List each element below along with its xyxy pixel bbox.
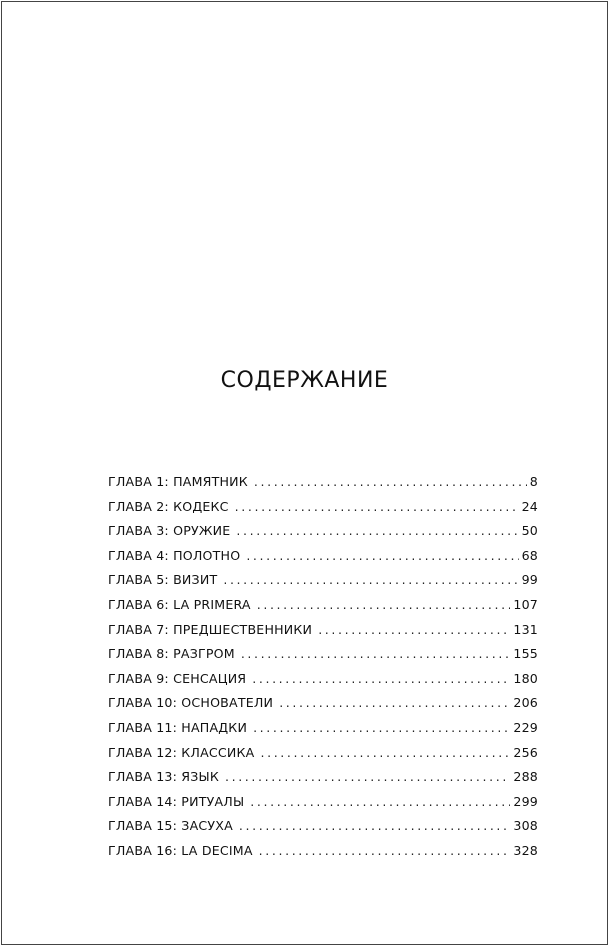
toc-entry-label: ГЛАВА 13: ЯЗЫК (108, 769, 219, 785)
dot-leader (225, 769, 510, 784)
toc-entry-page-number: 155 (513, 646, 538, 662)
toc-entry-label: ГЛАВА 8: РАЗГРОМ (108, 646, 235, 662)
toc-entry-label: ГЛАВА 2: КОДЕКС (108, 498, 229, 514)
page-title: СОДЕРЖАНИЕ (220, 368, 389, 393)
toc-entry-page-number: 131 (513, 621, 538, 637)
dot-leader (254, 474, 527, 489)
toc-entry-label: ГЛАВА 5: ВИЗИТ (108, 572, 218, 588)
toc-entry[interactable] (108, 843, 538, 868)
dot-leader (257, 597, 511, 612)
toc-entry[interactable] (108, 695, 538, 720)
book-page (1, 1, 608, 945)
toc-entry-page-number: 308 (513, 818, 538, 834)
toc-entry[interactable] (108, 622, 538, 647)
toc-entry-page-number: 288 (513, 769, 538, 785)
toc-entry-page-number: 24 (521, 498, 538, 514)
dot-leader (236, 523, 518, 538)
toc-entry-label: ГЛАВА 14: РИТУАЛЫ (108, 793, 245, 809)
toc-entry-label: ГЛАВА 10: ОСНОВАТЕЛИ (108, 695, 274, 711)
toc-entry-page-number: 180 (513, 670, 538, 686)
dot-leader (250, 794, 510, 809)
dot-leader (241, 646, 511, 661)
dot-leader (261, 745, 511, 760)
dot-leader (246, 548, 518, 563)
toc-entry-page-number: 68 (521, 547, 538, 563)
toc-entry[interactable] (108, 769, 538, 794)
toc-entry-label: ГЛАВА 6: LA PRIMERA (108, 596, 251, 612)
dot-leader (259, 843, 511, 858)
toc-entry-page-number: 8 (529, 474, 538, 489)
toc-entry-page-number: 50 (521, 523, 538, 539)
toc-entry-label: ГЛАВА 11: НАПАДКИ (108, 719, 248, 735)
table-of-contents (108, 474, 538, 868)
toc-entry[interactable] (108, 572, 538, 597)
toc-entry-page-number: 107 (513, 596, 538, 612)
toc-entry[interactable] (108, 597, 538, 622)
toc-entry[interactable] (108, 745, 538, 770)
dot-leader (235, 499, 519, 514)
toc-entry[interactable] (108, 646, 538, 671)
toc-entry-page-number: 99 (521, 572, 538, 588)
toc-entry[interactable] (108, 523, 538, 548)
toc-entry-label: ГЛАВА 12: КЛАССИКА (108, 744, 255, 760)
toc-entry-label: ГЛАВА 1: ПАМЯТНИК (108, 474, 248, 489)
toc-entry-label: ГЛАВА 16: LA DECIMA (108, 842, 253, 858)
toc-entry-label: ГЛАВА 9: СЕНСАЦИЯ (108, 670, 247, 686)
dot-leader (252, 671, 510, 686)
toc-entry[interactable] (108, 794, 538, 819)
toc-entry-label: ГЛАВА 7: ПРЕДШЕСТВЕННИКИ (108, 621, 313, 637)
dot-leader (279, 695, 510, 710)
toc-entry-label: ГЛАВА 3: ОРУЖИЕ (108, 523, 231, 539)
toc-entry-page-number: 256 (513, 744, 538, 760)
toc-entry-label: ГЛАВА 4: ПОЛОТНО (108, 547, 241, 563)
toc-entry-page-number: 229 (513, 719, 538, 735)
dot-leader (318, 622, 510, 637)
dot-leader (253, 720, 510, 735)
dot-leader (239, 818, 510, 833)
toc-entry-page-number: 206 (513, 695, 538, 711)
toc-entry-page-number: 299 (513, 793, 538, 809)
toc-entry[interactable] (108, 818, 538, 843)
toc-entry[interactable] (108, 548, 538, 573)
toc-entry-page-number: 328 (513, 842, 538, 858)
toc-entry[interactable] (108, 499, 538, 524)
toc-entry[interactable] (108, 671, 538, 696)
dot-leader (223, 572, 518, 587)
toc-entry[interactable] (108, 474, 538, 499)
toc-entry-label: ГЛАВА 15: ЗАСУХА (108, 818, 233, 834)
toc-entry[interactable] (108, 720, 538, 745)
